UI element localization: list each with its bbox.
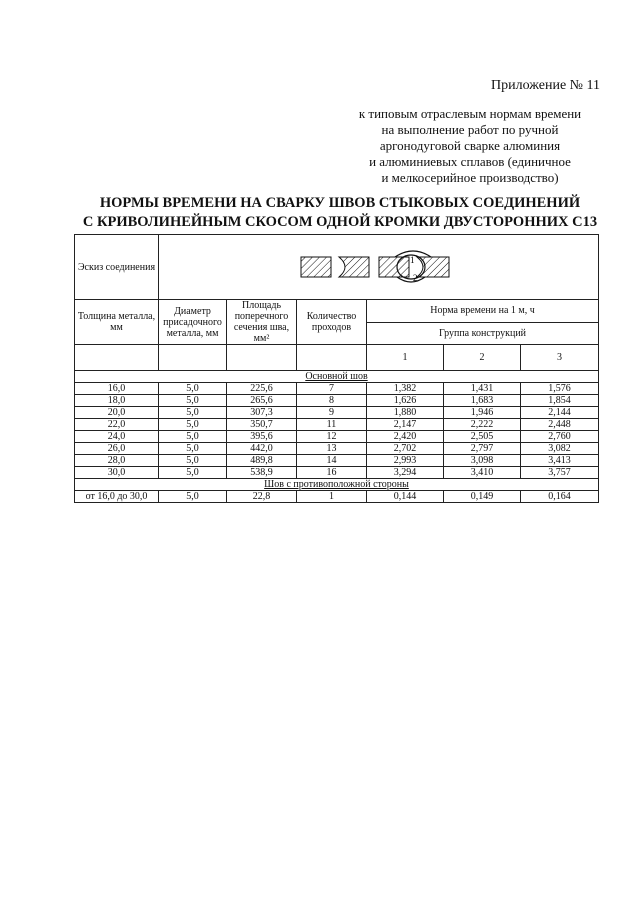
cell-norm-3: 3,413 (521, 455, 599, 467)
cell-area: 225,6 (227, 383, 297, 395)
cell-area: 538,9 (227, 467, 297, 479)
col-passes: Количество проходов (297, 300, 367, 345)
cell-diameter: 5,0 (159, 491, 227, 503)
norms-table (74, 234, 599, 503)
cell-norm-1: 0,144 (367, 491, 444, 503)
subtitle-line: на выполнение работ по ручной (381, 122, 559, 137)
cell-norm-1: 1,880 (367, 407, 444, 419)
cell-diameter: 5,0 (159, 455, 227, 467)
cell-area: 350,7 (227, 419, 297, 431)
cell-area: 265,6 (227, 395, 297, 407)
cell-norm-2: 2,505 (444, 431, 521, 443)
sketch-pass-1: 1 (409, 255, 414, 265)
section-row-back (75, 479, 599, 491)
table-row (75, 467, 599, 479)
cell-diameter: 5,0 (159, 395, 227, 407)
norms-table-wrapper (74, 234, 598, 503)
cell-area: 395,6 (227, 431, 297, 443)
sketch-pass-2: 2 (412, 273, 417, 283)
cell-passes: 13 (297, 443, 367, 455)
cell-passes: 8 (297, 395, 367, 407)
title-line: НОРМЫ ВРЕМЕНИ НА СВАРКУ ШВОВ СТЫКОВЫХ СОЕДИНЕНИЙ (99, 195, 581, 211)
col-spacer (297, 345, 367, 371)
joint-sketch-cell (159, 235, 599, 300)
cell-norm-2: 1,683 (444, 395, 521, 407)
section-row-main (75, 371, 599, 383)
document-title (60, 194, 620, 232)
header-row-1 (75, 300, 599, 323)
cell-thickness: 18,0 (75, 395, 159, 407)
col-group: Группа конструкций (367, 322, 599, 345)
cell-norm-2: 2,797 (444, 443, 521, 455)
cell-norm-3: 2,760 (521, 431, 599, 443)
cell-norm-3: 0,164 (521, 491, 599, 503)
cell-passes: 9 (297, 407, 367, 419)
table-row (75, 383, 599, 395)
table-row (75, 431, 599, 443)
cell-norm-3: 3,082 (521, 443, 599, 455)
col-thickness: Толщина металла, мм (75, 300, 159, 345)
cell-norm-1: 2,702 (367, 443, 444, 455)
cell-diameter: 5,0 (159, 443, 227, 455)
subtitle-line: к типовым отраслевым нормам времени (358, 106, 582, 121)
cell-norm-3: 3,757 (521, 467, 599, 479)
cell-norm-1: 1,626 (367, 395, 444, 407)
cell-norm-2: 3,098 (444, 455, 521, 467)
cell-norm-3: 2,144 (521, 407, 599, 419)
cell-norm-2: 1,431 (444, 383, 521, 395)
table-row (75, 395, 599, 407)
subtitle-line: и мелкосерийное производство) (381, 170, 559, 185)
cell-passes: 16 (297, 467, 367, 479)
sketch-row (75, 235, 599, 300)
cell-norm-3: 2,448 (521, 419, 599, 431)
cell-thickness: 30,0 (75, 467, 159, 479)
cell-norm-3: 1,854 (521, 395, 599, 407)
col-group-2: 2 (444, 345, 521, 371)
col-spacer (75, 345, 159, 371)
cell-thickness: 20,0 (75, 407, 159, 419)
cell-norm-2: 2,222 (444, 419, 521, 431)
cell-area: 307,3 (227, 407, 297, 419)
cell-area: 442,0 (227, 443, 297, 455)
cell-diameter: 5,0 (159, 383, 227, 395)
cell-norm-1: 2,993 (367, 455, 444, 467)
section-label-main: Основной шов (305, 371, 368, 382)
cell-norm-2: 3,410 (444, 467, 521, 479)
cell-diameter: 5,0 (159, 467, 227, 479)
table-row (75, 443, 599, 455)
subtitle-line: аргонодуговой сварке алюминия (379, 138, 561, 153)
cell-norm-1: 3,294 (367, 467, 444, 479)
cell-norm-1: 2,147 (367, 419, 444, 431)
cell-passes: 14 (297, 455, 367, 467)
cell-norm-1: 1,382 (367, 383, 444, 395)
cell-thickness: 24,0 (75, 431, 159, 443)
col-norm: Норма времени на 1 м, ч (367, 300, 599, 323)
joint-sketch-icon (299, 249, 459, 285)
col-group-3: 3 (521, 345, 599, 371)
col-area: Площадь поперечного сечения шва, мм² (227, 300, 297, 345)
col-group-1: 1 (367, 345, 444, 371)
cell-diameter: 5,0 (159, 407, 227, 419)
appendix-subtitle (320, 106, 620, 186)
cell-diameter: 5,0 (159, 419, 227, 431)
sketch-label: Эскиз соединения (75, 235, 159, 300)
cell-norm-1: 2,420 (367, 431, 444, 443)
table-row (75, 455, 599, 467)
cell-passes: 1 (297, 491, 367, 503)
header-row-3 (75, 345, 599, 371)
cell-thickness: 26,0 (75, 443, 159, 455)
cell-thickness: 16,0 (75, 383, 159, 395)
table-row (75, 419, 599, 431)
cell-thickness: от 16,0 до 30,0 (75, 491, 159, 503)
col-spacer (227, 345, 297, 371)
cell-passes: 11 (297, 419, 367, 431)
cell-norm-3: 1,576 (521, 383, 599, 395)
cell-area: 22,8 (227, 491, 297, 503)
cell-passes: 7 (297, 383, 367, 395)
cell-thickness: 28,0 (75, 455, 159, 467)
cell-thickness: 22,0 (75, 419, 159, 431)
table-row-back (75, 491, 599, 503)
col-spacer (159, 345, 227, 371)
cell-diameter: 5,0 (159, 431, 227, 443)
cell-norm-2: 0,149 (444, 491, 521, 503)
cell-norm-2: 1,946 (444, 407, 521, 419)
appendix-number: Приложение № 11 (491, 78, 600, 93)
cell-area: 489,8 (227, 455, 297, 467)
section-label-back: Шов с противоположной стороны (264, 479, 409, 490)
main-rows (75, 383, 599, 479)
cell-passes: 12 (297, 431, 367, 443)
col-diameter: Диаметр присадочного металла, мм (159, 300, 227, 345)
title-line: С КРИВОЛИНЕЙНЫМ СКОСОМ ОДНОЙ КРОМКИ ДВУСТОРОННИХ С13 (82, 214, 598, 230)
subtitle-line: и алюминиевых сплавов (единичное (369, 154, 571, 169)
table-row (75, 407, 599, 419)
